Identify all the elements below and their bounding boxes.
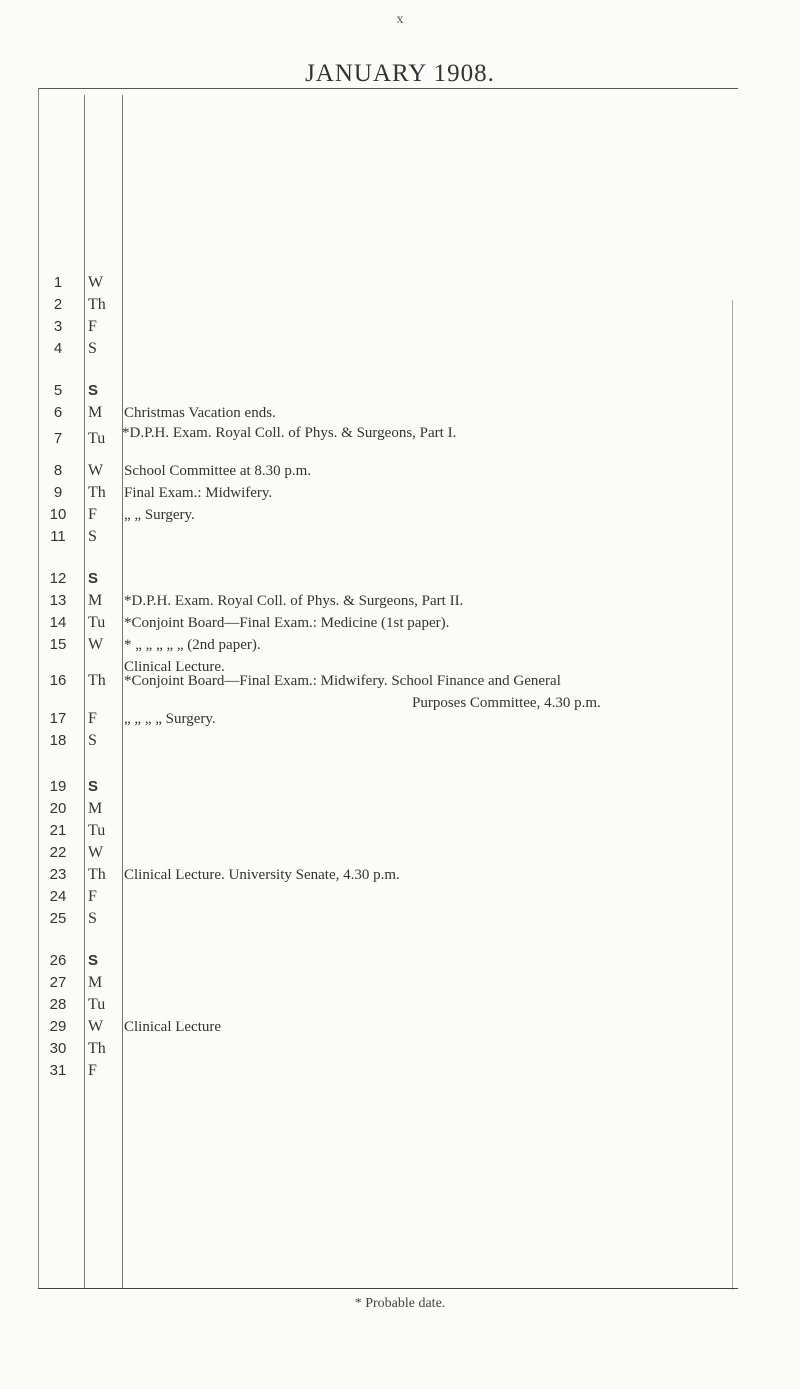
event-text: * „ „ „ „ „ (2nd paper). (124, 637, 261, 653)
day-name: S (88, 382, 99, 399)
page-title: JANUARY 1908. (305, 60, 495, 87)
day-name: F (88, 1062, 97, 1079)
event-text: Christmas Vacation ends. (124, 405, 276, 421)
day-name: M (88, 800, 103, 817)
day-name: Th (88, 672, 106, 689)
day-name: S (88, 528, 97, 545)
date-number: 8 (53, 462, 63, 479)
date-number: 23 (49, 866, 67, 883)
day-name: S (88, 910, 97, 927)
day-name: Tu (88, 614, 106, 631)
date-number: 11 (50, 528, 66, 545)
event-text: Clinical Lecture. University Senate, 4.30 p.m. (124, 867, 400, 883)
calendar-row (38, 294, 738, 316)
date-number: 28 (49, 996, 67, 1013)
day-name: Tu (88, 822, 106, 839)
calendar-row (38, 798, 738, 820)
date-number: 15 (49, 636, 67, 653)
date-number: 5 (53, 382, 63, 399)
event-text: *Conjoint Board—Final Exam.: Midwifery. School Finance and General (124, 673, 561, 689)
date-number: 17 (49, 710, 67, 727)
date-number: 16 (49, 672, 67, 689)
date-number: 6 (53, 404, 63, 421)
date-number: 10 (49, 506, 67, 523)
day-name: S (88, 952, 99, 969)
calendar-row (38, 568, 738, 590)
day-name: F (88, 318, 97, 335)
event-text: School Committee at 8.30 p.m. (124, 463, 312, 479)
calendar-row (38, 908, 738, 930)
day-name: S (88, 340, 97, 357)
date-number: 22 (49, 844, 67, 861)
event-text: *D.P.H. Exam. Royal Coll. of Phys. & Surgeons, Part I. (122, 425, 457, 441)
day-name: S (88, 570, 99, 587)
calendar-row (38, 776, 738, 798)
day-name: W (88, 1018, 104, 1035)
event-text: Clinical Lecture. (124, 659, 225, 675)
day-name: M (88, 974, 103, 991)
day-name: F (88, 710, 97, 727)
day-name: W (88, 274, 104, 291)
date-number: 30 (49, 1040, 67, 1057)
calendar-row (38, 886, 738, 908)
day-name: F (88, 888, 97, 905)
day-name: Tu (88, 430, 106, 447)
date-number: 31 (49, 1062, 67, 1079)
day-name: Th (88, 866, 106, 883)
date-number: 21 (49, 822, 67, 839)
date-number: 25 (49, 910, 67, 927)
event-text: „ „ „ „ Surgery. (124, 711, 216, 727)
date-number: 24 (49, 888, 67, 905)
top-rule (38, 88, 738, 89)
day-name: W (88, 636, 104, 653)
calendar-row (38, 380, 738, 402)
footnote: * Probable date. (354, 1296, 446, 1311)
event-text: „ „ Surgery. (124, 507, 195, 523)
event-text: Purposes Committee, 4.30 p.m. (412, 695, 601, 711)
date-number: 29 (49, 1018, 67, 1035)
calendar-row (38, 316, 738, 338)
event-text: *Conjoint Board—Final Exam.: Medicine (1st paper). (124, 615, 450, 631)
day-name: M (88, 404, 103, 421)
calendar-row (38, 1060, 738, 1082)
date-number: 9 (53, 484, 63, 501)
day-name: Th (88, 296, 106, 313)
date-number: 2 (53, 296, 63, 313)
day-name: W (88, 462, 104, 479)
calendar-row (38, 1038, 738, 1060)
day-name: Th (88, 484, 106, 501)
calendar-row (38, 972, 738, 994)
calendar-row (38, 842, 738, 864)
calendar-row (38, 820, 738, 842)
calendar-row (38, 864, 738, 886)
calendar-row (38, 730, 738, 752)
date-number: 12 (49, 570, 67, 587)
event-text: Final Exam.: Midwifery. (124, 485, 273, 501)
page-number: x (396, 12, 404, 27)
event-text: *D.P.H. Exam. Royal Coll. of Phys. & Surgeons, Part II. (124, 593, 464, 609)
calendar-row (38, 338, 738, 360)
day-name: F (88, 506, 97, 523)
day-name: M (88, 592, 103, 609)
date-number: 7 (53, 430, 63, 447)
calendar-row (38, 950, 738, 972)
day-name: W (88, 844, 104, 861)
bottom-rule (38, 1288, 738, 1289)
date-number: 4 (53, 340, 63, 357)
date-number: 13 (49, 592, 67, 609)
date-number: 20 (49, 800, 67, 817)
calendar-row (38, 272, 738, 294)
date-number: 1 (53, 274, 63, 291)
date-number: 18 (49, 732, 67, 749)
day-name: S (88, 732, 97, 749)
day-name: Tu (88, 996, 106, 1013)
calendar-row (38, 994, 738, 1016)
date-number: 19 (49, 778, 67, 795)
date-number: 26 (49, 952, 67, 969)
calendar-row (38, 526, 738, 548)
day-name: S (88, 778, 99, 795)
date-number: 27 (49, 974, 67, 991)
date-number: 3 (53, 318, 63, 335)
date-number: 14 (49, 614, 67, 631)
day-name: Th (88, 1040, 106, 1057)
event-text: Clinical Lecture (124, 1019, 222, 1035)
